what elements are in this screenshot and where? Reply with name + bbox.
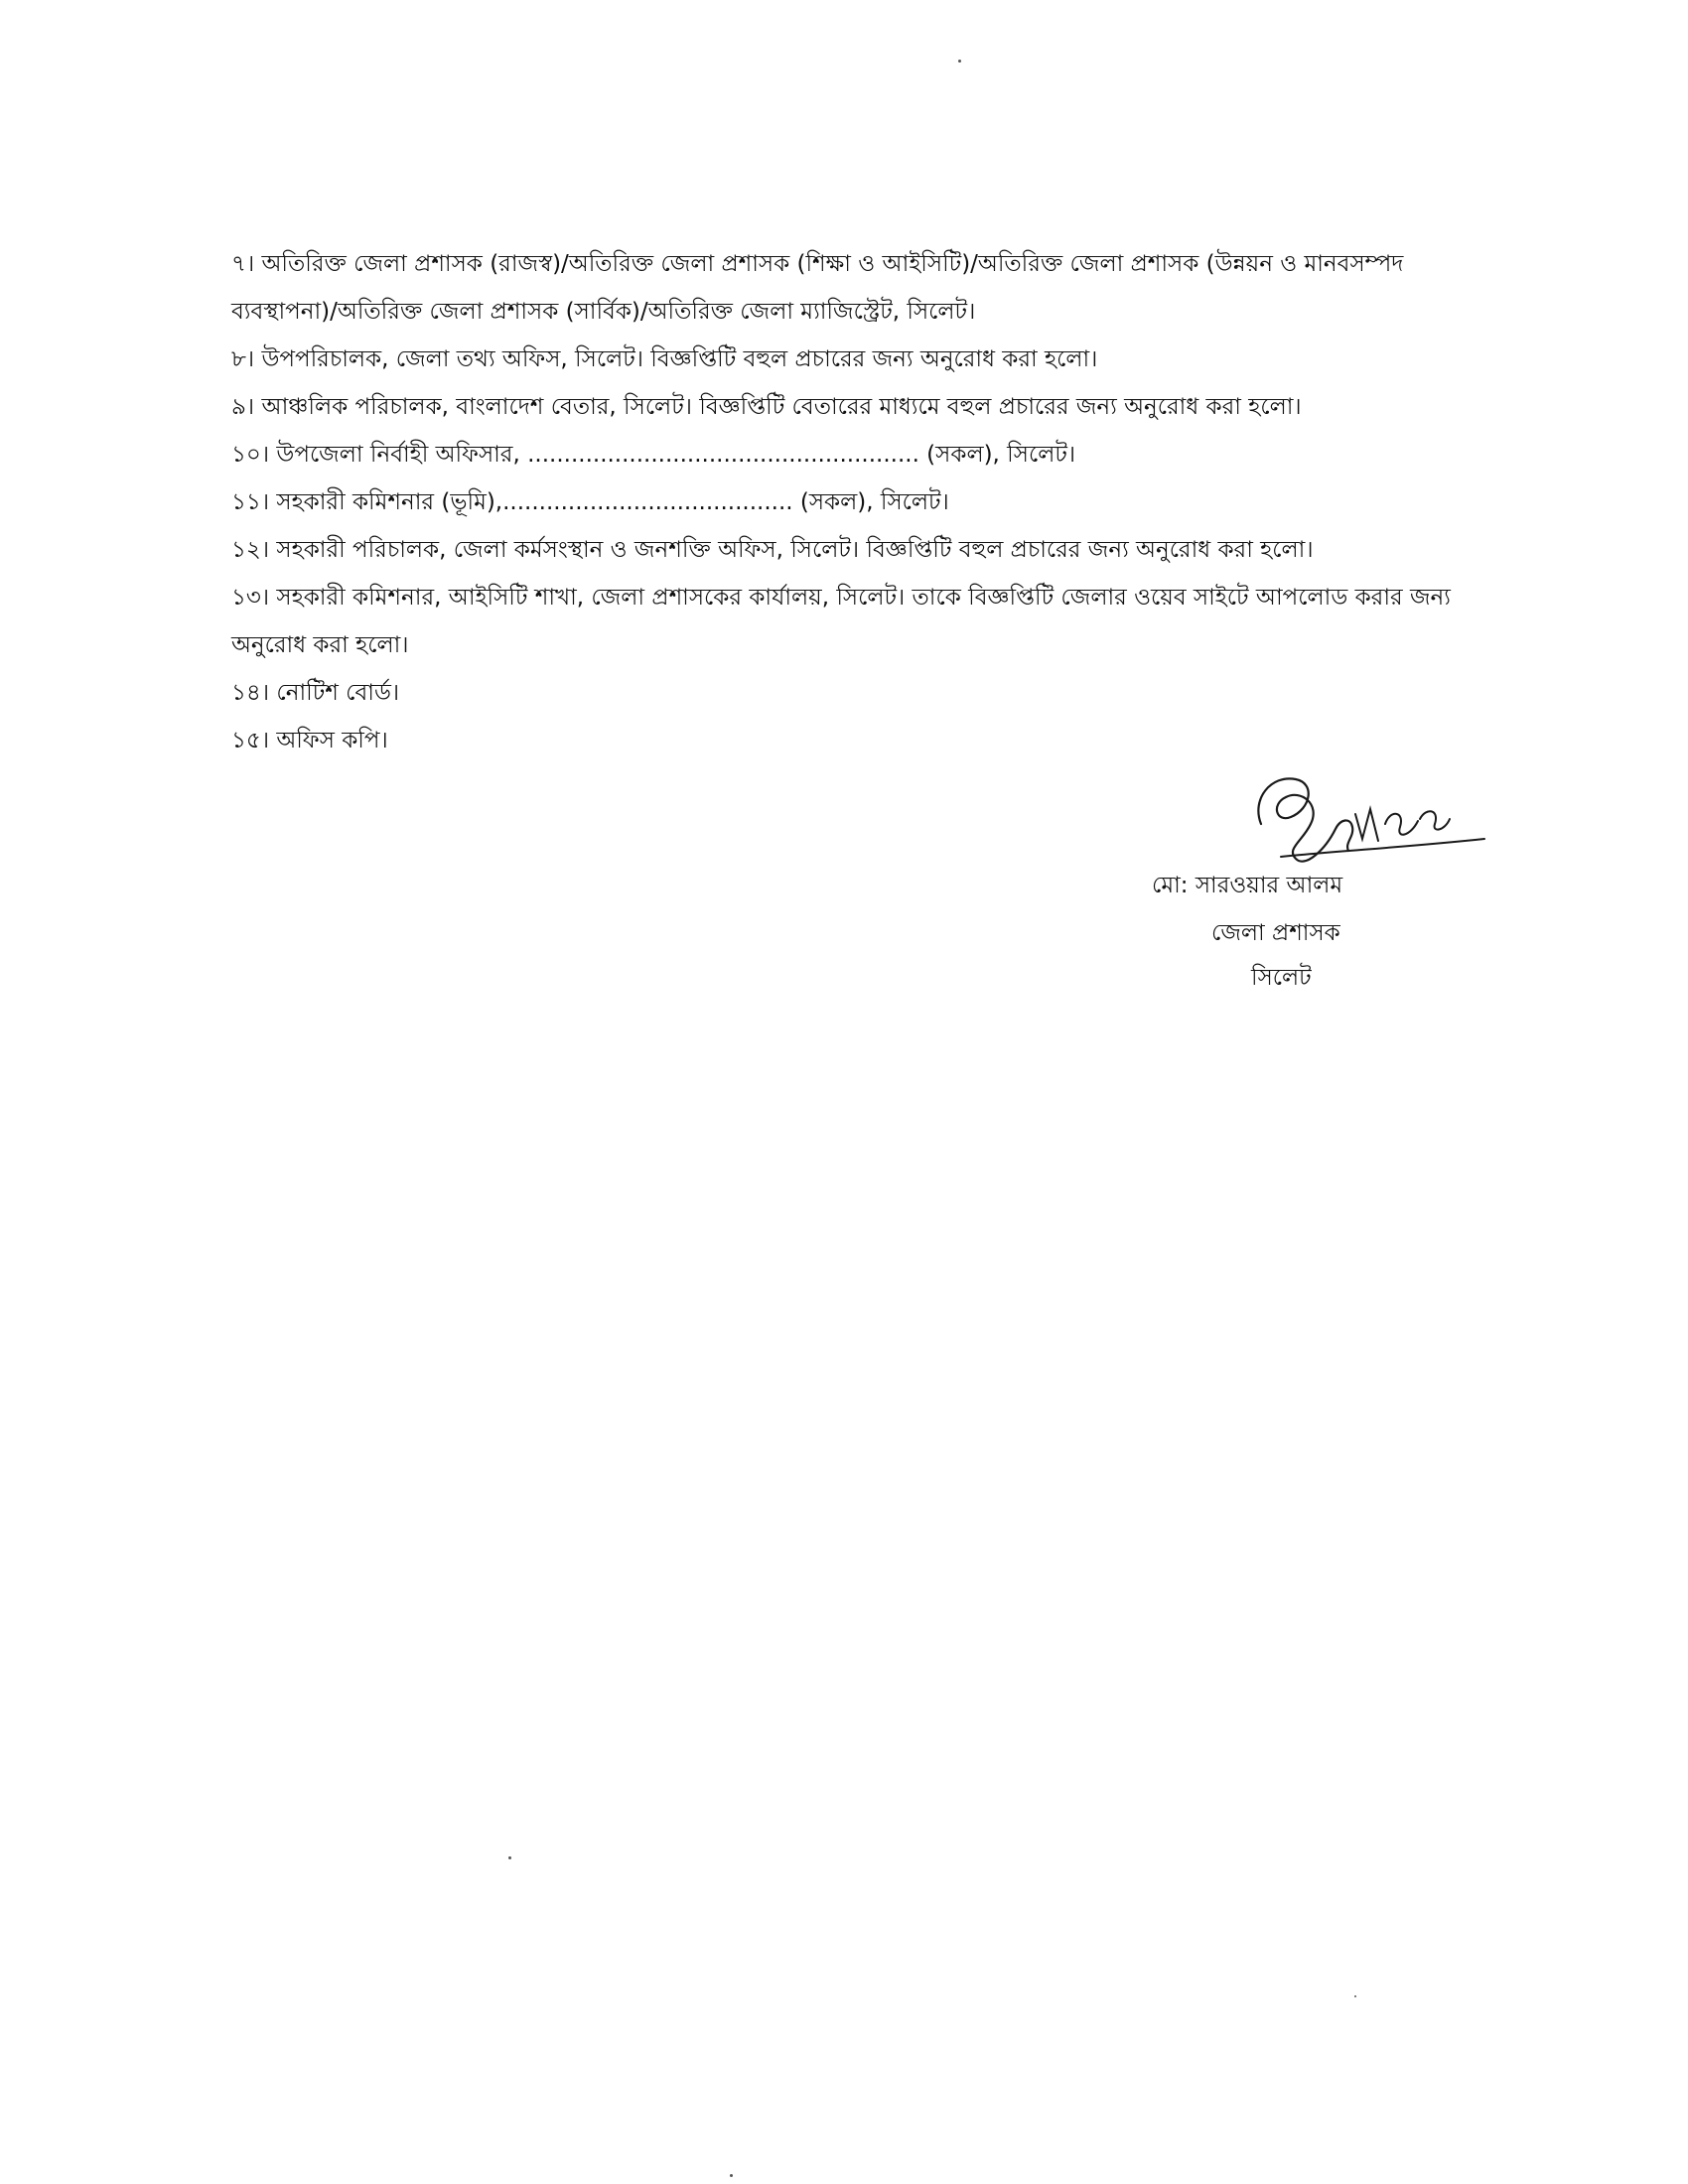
signatory-designation: জেলা প্রশাসক — [1211, 920, 1340, 946]
list-item: ১৪। নোটিশ বোর্ড। — [231, 680, 400, 706]
signatory-location: সিলেট — [1251, 965, 1312, 991]
scan-speck — [958, 60, 961, 63]
distribution-list — [231, 240, 1482, 764]
scan-speck — [508, 1856, 511, 1859]
list-item: ৭। অতিরিক্ত জেলা প্রশাসক (রাজস্ব)/অতিরিক্ত জেলা প্রশাসক (শিক্ষা ও আইসিটি)/অতিরিক্ত জেলা প্রশাসক (উন্নয়ন ও মানবসম্পদ ব্যবস্থাপনা)/অতিরিক্ত জেলা প্রশাসক (সার্বিক)/অতিরিক্ত জেলা ম্যাজিস্ট্রেট, সিলেট। — [231, 251, 1404, 325]
scan-speck — [1354, 1995, 1356, 1997]
list-item: ১৫। অফিস কপি। — [231, 728, 388, 753]
signatory-name: মো: সারওয়ার আলম — [1152, 873, 1343, 898]
list-item: ১২। সহকারী পরিচালক, জেলা কর্মসংস্থান ও জনশক্তি অফিস, সিলেট। বিজ্ঞপ্তিটি বহুল প্রচারের জন্য অনুরোধ করা হলো। — [231, 537, 1314, 563]
list-item: ১৩। সহকারী কমিশনার, আইসিটি শাখা, জেলা প্রশাসকের কার্যালয়, সিলেট। তাকে বিজ্ঞপ্তিটি জেলার ওয়েব সাইটে আপলোড করার জন্য অনুরোধ করা হলো। — [231, 585, 1451, 658]
list-item: ১০। উপজেলা নির্বাহী অফিসার, ...................................................... (সকল), সিলেট। — [231, 442, 1076, 468]
scan-speck — [730, 2174, 733, 2177]
signature-block — [1112, 764, 1489, 1003]
list-item: ৯। আঞ্চলিক পরিচালক, বাংলাদেশ বেতার, সিলেট। বিজ্ঞপ্তিটি বেতারের মাধ্যমে বহুল প্রচারের জন্য অনুরোধ করা হলো। — [231, 394, 1302, 420]
list-item: ১১। সহকারী কমিশনার (ভূমি),........................................ (সকল), সিলেট। — [231, 489, 949, 515]
list-item: ৮। উপপরিচালক, জেলা তথ্য অফিস, সিলেট। বিজ্ঞপ্তিটি বহুল প্রচারের জন্য অনুরোধ করা হলো। — [231, 346, 1098, 372]
